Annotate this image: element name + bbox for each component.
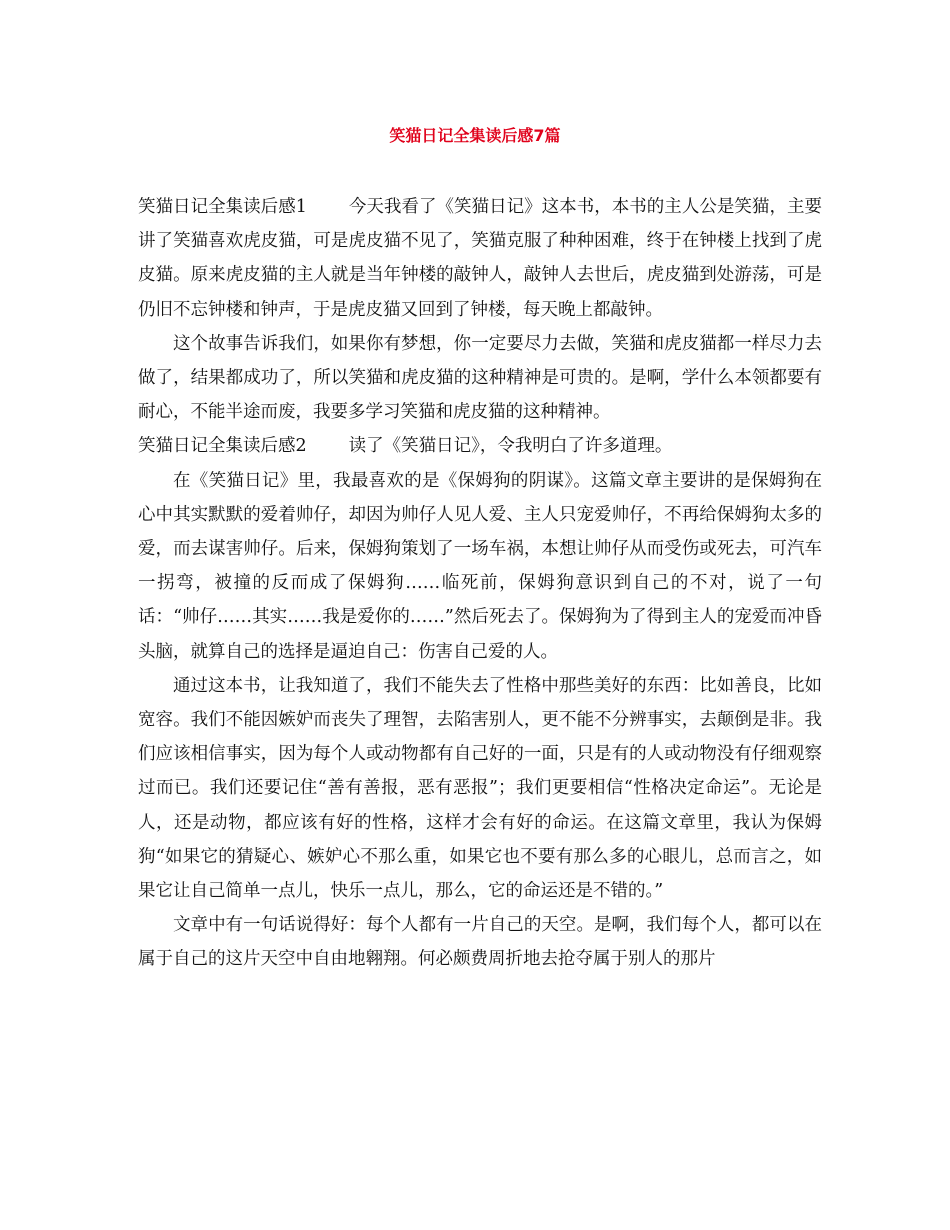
document-body — [138, 190, 822, 977]
document-title: 笑猫日记全集读后感7篇 — [389, 126, 561, 145]
section-2-heading: 笑猫日记全集读后感2 — [138, 436, 307, 457]
section-1-first-paragraph — [138, 190, 822, 327]
section-1-paragraph: 这个故事告诉我们，如果你有梦想，你一定要尽力去做，笑猫和虎皮猫都一样尽力去做了，结果都成功了，所以笑猫和虎皮猫的这种精神是可贵的。是啊，学什么本领都要有耐心，不能半途而废，我要多学习笑猫和虎皮猫的这种精神。 — [138, 333, 822, 423]
section-1-heading: 笑猫日记全集读后感1 — [138, 197, 307, 217]
section-2-paragraph: 通过这本书，让我知道了，我们不能失去了性格中那些美好的东西：比如善良，比如宽容。我们不能因嫉妒而丧失了理智，去陷害别人，更不能不分辨事实，去颠倒是非。我们应该相信事实，因为每个人或动物都有自己好的一面，只是有的人或动物没有仔细观察过而已。我们还要记住“善有善报，恶有恶报”；我们更要相信“性格决定命运”。无论是人，还是动物，都应该有好的性格，这样才会有好的命运。在这篇文章里，我认为保姆狗“如果它的猜疑心、嫉妒心不那么重，如果它也不要有那么多的心眼儿，总而言之，如果它让自己简单一点儿，快乐一点儿，那么，它的命运还是不错的。” — [138, 675, 822, 902]
section-2-lead-text: 读了《笑猫日记》，令我明白了许多道理。 — [348, 436, 673, 457]
section-1-lead-text: 今天我看了《笑猫日记》这本书，本书的主人公是笑猫，主要讲了笑猫喜欢虎皮猫，可是虎皮猫不见了，笑猫克服了种种困难，终于在钟楼上找到了虎皮猫。原来虎皮猫的主人就是当年钟楼的敲钟人，敲钟人去世后，虎皮猫到处游荡，可是仍旧不忘钟楼和钟声，于是虎皮猫又回到了钟楼，每天晚上都敲钟。 — [138, 197, 823, 320]
section-2-paragraph: 在《笑猫日记》里，我最喜欢的是《保姆狗的阴谋》。这篇文章主要讲的是保姆狗在心中其实默默的爱着帅仔，却因为帅仔人见人爱、主人只宠爱帅仔，不再给保姆狗太多的爱，而去谋害帅仔。后来，保姆狗策划了一场车祸，本想让帅仔从而受伤或死去，可汽车一拐弯，被撞的反而成了保姆狗……临死前，保姆狗意识到自己的不对，说了一句话：“帅仔……其实……我是爱你的……”然后死去了。保姆狗为了得到主人的宠爱而冲昏头脑，就算自己的选择是逼迫自己：伤害自己爱的人。 — [138, 470, 822, 662]
section-2-paragraph: 文章中有一句话说得好：每个人都有一片自己的天空。是啊，我们每个人，都可以在属于自己的这片天空中自由地翱翔。何必颇费周折地去抢夺属于别人的那片 — [138, 915, 822, 970]
section-2-first-paragraph — [138, 429, 822, 463]
